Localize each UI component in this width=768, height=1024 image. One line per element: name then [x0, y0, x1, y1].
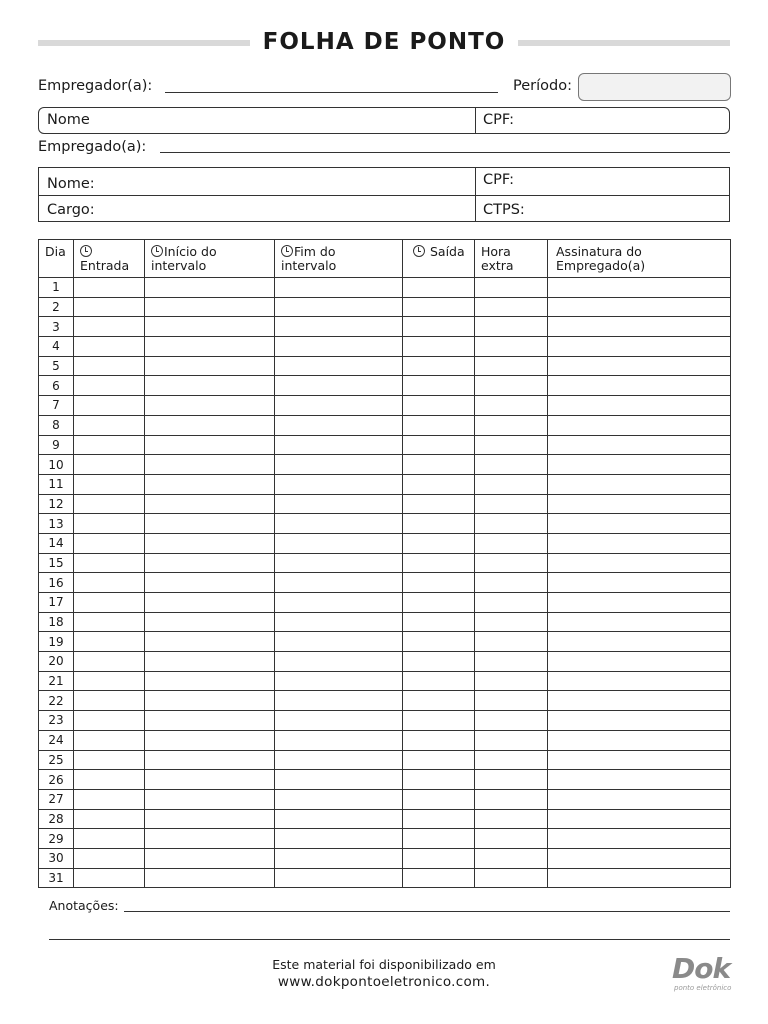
entry-cell[interactable] — [74, 750, 145, 770]
overtime-cell[interactable] — [475, 632, 548, 652]
day-cell: 27 — [39, 789, 74, 809]
header-signature — [548, 240, 731, 278]
break-end-cell[interactable] — [275, 652, 403, 672]
signature-cell[interactable] — [548, 278, 731, 298]
overtime-cell[interactable] — [475, 317, 548, 337]
table-row — [39, 829, 731, 849]
overtime-cell[interactable] — [475, 573, 548, 593]
timesheet-table — [38, 239, 731, 888]
entry-cell[interactable] — [74, 789, 145, 809]
signature-cell[interactable] — [548, 593, 731, 613]
overtime-cell[interactable] — [475, 376, 548, 396]
signature-cell[interactable] — [548, 474, 731, 494]
break-start-cell[interactable] — [145, 691, 275, 711]
table-row — [39, 514, 731, 534]
table-row — [39, 593, 731, 613]
signature-cell[interactable] — [548, 652, 731, 672]
break-end-cell[interactable] — [275, 474, 403, 494]
overtime-cell[interactable] — [475, 533, 548, 553]
break-end-cell[interactable] — [275, 297, 403, 317]
notes-field-1[interactable] — [124, 911, 730, 912]
exit-cell[interactable] — [403, 455, 475, 475]
overtime-cell[interactable] — [475, 848, 548, 868]
break-end-cell[interactable] — [275, 632, 403, 652]
overtime-cell[interactable] — [475, 691, 548, 711]
exit-cell[interactable] — [403, 297, 475, 317]
day-cell: 14 — [39, 533, 74, 553]
table-row — [39, 494, 731, 514]
header-overtime — [475, 240, 548, 278]
signature-cell[interactable] — [548, 396, 731, 416]
title-rule-left — [38, 40, 260, 46]
overtime-cell[interactable] — [475, 671, 548, 691]
exit-cell[interactable] — [403, 652, 475, 672]
table-row — [39, 671, 731, 691]
day-cell: 16 — [39, 573, 74, 593]
table-row — [39, 376, 731, 396]
day-cell: 6 — [39, 376, 74, 396]
break-end-cell[interactable] — [275, 750, 403, 770]
entry-cell[interactable] — [74, 711, 145, 731]
day-cell: 11 — [39, 474, 74, 494]
employer-field[interactable] — [165, 92, 498, 93]
day-cell: 20 — [39, 652, 74, 672]
exit-cell[interactable] — [403, 671, 475, 691]
break-end-cell[interactable] — [275, 612, 403, 632]
exit-cell[interactable] — [403, 356, 475, 376]
overtime-cell[interactable] — [475, 750, 548, 770]
table-row — [39, 770, 731, 790]
break-end-cell[interactable] — [275, 455, 403, 475]
employer-label: Empregador(a): — [38, 78, 153, 94]
overtime-cell[interactable] — [475, 396, 548, 416]
brand-logo: Dok — [672, 952, 731, 985]
employer-name-label: Nome — [47, 112, 90, 128]
break-end-cell[interactable] — [275, 494, 403, 514]
table-row — [39, 809, 731, 829]
exit-cell[interactable] — [403, 376, 475, 396]
break-start-cell[interactable] — [145, 848, 275, 868]
employee-name-label: Nome: — [47, 176, 95, 192]
entry-cell[interactable] — [74, 671, 145, 691]
day-cell: 21 — [39, 671, 74, 691]
break-end-cell[interactable] — [275, 376, 403, 396]
entry-cell[interactable] — [74, 730, 145, 750]
day-cell: 23 — [39, 711, 74, 731]
entry-cell[interactable] — [74, 297, 145, 317]
break-end-cell[interactable] — [275, 868, 403, 888]
day-cell: 18 — [39, 612, 74, 632]
entry-cell[interactable] — [74, 435, 145, 455]
table-row — [39, 691, 731, 711]
break-start-cell[interactable] — [145, 809, 275, 829]
header-day — [39, 240, 74, 278]
exit-cell[interactable] — [403, 435, 475, 455]
overtime-cell[interactable] — [475, 730, 548, 750]
entry-cell[interactable] — [74, 573, 145, 593]
table-row — [39, 789, 731, 809]
day-cell: 31 — [39, 868, 74, 888]
day-cell: 1 — [39, 278, 74, 298]
table-row — [39, 396, 731, 416]
break-end-cell[interactable] — [275, 711, 403, 731]
table-row — [39, 632, 731, 652]
break-start-cell[interactable] — [145, 829, 275, 849]
notes-field-2[interactable] — [49, 939, 730, 940]
period-label: Período: — [513, 78, 572, 94]
entry-cell[interactable] — [74, 691, 145, 711]
overtime-cell[interactable] — [475, 868, 548, 888]
signature-cell[interactable] — [548, 770, 731, 790]
entry-cell[interactable] — [74, 632, 145, 652]
break-start-cell[interactable] — [145, 415, 275, 435]
day-cell: 29 — [39, 829, 74, 849]
day-cell: 30 — [39, 848, 74, 868]
day-cell: 3 — [39, 317, 74, 337]
exit-cell[interactable] — [403, 868, 475, 888]
break-end-cell[interactable] — [275, 396, 403, 416]
signature-cell[interactable] — [548, 573, 731, 593]
break-start-cell[interactable] — [145, 730, 275, 750]
exit-cell[interactable] — [403, 750, 475, 770]
break-start-cell[interactable] — [145, 376, 275, 396]
signature-cell[interactable] — [548, 868, 731, 888]
overtime-cell[interactable] — [475, 593, 548, 613]
header-break-end-label-1: Fim do — [294, 244, 336, 259]
overtime-cell[interactable] — [475, 278, 548, 298]
day-cell: 12 — [39, 494, 74, 514]
overtime-cell[interactable] — [475, 297, 548, 317]
employer-details-divider — [475, 108, 476, 133]
entry-cell[interactable] — [74, 415, 145, 435]
break-start-cell[interactable] — [145, 593, 275, 613]
signature-cell[interactable] — [548, 691, 731, 711]
entry-cell[interactable] — [74, 868, 145, 888]
header-signature-label-2: Empregado(a) — [556, 258, 646, 273]
break-start-cell[interactable] — [145, 770, 275, 790]
entry-cell[interactable] — [74, 337, 145, 357]
table-row — [39, 553, 731, 573]
entry-cell[interactable] — [74, 829, 145, 849]
entry-cell[interactable] — [74, 278, 145, 298]
signature-cell[interactable] — [548, 337, 731, 357]
exit-cell[interactable] — [403, 553, 475, 573]
entry-cell[interactable] — [74, 612, 145, 632]
exit-cell[interactable] — [403, 593, 475, 613]
break-start-cell[interactable] — [145, 612, 275, 632]
employer-cpf-label: CPF: — [483, 112, 514, 128]
entry-cell[interactable] — [74, 356, 145, 376]
signature-cell[interactable] — [548, 514, 731, 534]
exit-cell[interactable] — [403, 573, 475, 593]
employee-cpf-label: CPF: — [483, 172, 514, 188]
signature-cell[interactable] — [548, 455, 731, 475]
timesheet-header-row — [39, 240, 731, 278]
break-start-cell[interactable] — [145, 435, 275, 455]
entry-cell[interactable] — [74, 770, 145, 790]
table-row — [39, 455, 731, 475]
break-end-cell[interactable] — [275, 730, 403, 750]
signature-cell[interactable] — [548, 848, 731, 868]
entry-cell[interactable] — [74, 553, 145, 573]
header-overtime-label-2: extra — [481, 258, 514, 273]
header-break-end — [275, 240, 403, 278]
break-start-cell[interactable] — [145, 455, 275, 475]
exit-cell[interactable] — [403, 711, 475, 731]
signature-cell[interactable] — [548, 809, 731, 829]
break-end-cell[interactable] — [275, 278, 403, 298]
header-break-start-label-1: Início do — [164, 244, 217, 259]
day-cell: 22 — [39, 691, 74, 711]
signature-cell[interactable] — [548, 711, 731, 731]
clock-icon — [80, 245, 92, 257]
break-start-cell[interactable] — [145, 573, 275, 593]
day-cell: 5 — [39, 356, 74, 376]
exit-cell[interactable] — [403, 612, 475, 632]
table-row — [39, 652, 731, 672]
signature-cell[interactable] — [548, 297, 731, 317]
day-cell: 25 — [39, 750, 74, 770]
break-start-cell[interactable] — [145, 317, 275, 337]
header-exit — [403, 240, 475, 278]
break-end-cell[interactable] — [275, 789, 403, 809]
break-end-cell[interactable] — [275, 573, 403, 593]
overtime-cell[interactable] — [475, 514, 548, 534]
title-rule-right — [508, 40, 730, 46]
signature-cell[interactable] — [548, 553, 731, 573]
clock-icon — [151, 245, 163, 257]
break-start-cell[interactable] — [145, 356, 275, 376]
break-end-cell[interactable] — [275, 809, 403, 829]
break-start-cell[interactable] — [145, 514, 275, 534]
break-end-cell[interactable] — [275, 415, 403, 435]
overtime-cell[interactable] — [475, 435, 548, 455]
day-cell: 8 — [39, 415, 74, 435]
overtime-cell[interactable] — [475, 612, 548, 632]
overtime-cell[interactable] — [475, 711, 548, 731]
header-break-start-label-2: intervalo — [151, 258, 207, 273]
day-cell: 4 — [39, 337, 74, 357]
entry-cell[interactable] — [74, 317, 145, 337]
break-start-cell[interactable] — [145, 868, 275, 888]
day-cell: 15 — [39, 553, 74, 573]
overtime-cell[interactable] — [475, 455, 548, 475]
table-row — [39, 415, 731, 435]
exit-cell[interactable] — [403, 632, 475, 652]
table-row — [39, 337, 731, 357]
exit-cell[interactable] — [403, 770, 475, 790]
clock-icon — [413, 245, 425, 257]
overtime-cell[interactable] — [475, 809, 548, 829]
employee-role-label: Cargo: — [47, 202, 95, 218]
table-row — [39, 533, 731, 553]
break-start-cell[interactable] — [145, 494, 275, 514]
exit-cell[interactable] — [403, 278, 475, 298]
table-row — [39, 711, 731, 731]
overtime-cell[interactable] — [475, 652, 548, 672]
overtime-cell[interactable] — [475, 415, 548, 435]
footer-text-1: Este material foi disponibilizado em — [272, 957, 496, 972]
day-cell: 19 — [39, 632, 74, 652]
header-day-label: Dia — [45, 244, 66, 259]
header-entry — [74, 240, 145, 278]
break-end-cell[interactable] — [275, 848, 403, 868]
exit-cell[interactable] — [403, 337, 475, 357]
period-field[interactable] — [578, 73, 731, 101]
header-break-end-label-2: intervalo — [281, 258, 337, 273]
table-row — [39, 474, 731, 494]
signature-cell[interactable] — [548, 356, 731, 376]
entry-cell[interactable] — [74, 848, 145, 868]
table-row — [39, 317, 731, 337]
table-row — [39, 750, 731, 770]
day-cell: 26 — [39, 770, 74, 790]
signature-cell[interactable] — [548, 730, 731, 750]
overtime-cell[interactable] — [475, 770, 548, 790]
break-end-cell[interactable] — [275, 533, 403, 553]
signature-cell[interactable] — [548, 632, 731, 652]
break-end-cell[interactable] — [275, 514, 403, 534]
break-end-cell[interactable] — [275, 337, 403, 357]
exit-cell[interactable] — [403, 415, 475, 435]
overtime-cell[interactable] — [475, 829, 548, 849]
employee-details-box — [38, 167, 730, 222]
table-row — [39, 435, 731, 455]
signature-cell[interactable] — [548, 671, 731, 691]
entry-cell[interactable] — [74, 514, 145, 534]
header-entry-label: Entrada — [80, 258, 130, 273]
break-start-cell[interactable] — [145, 474, 275, 494]
entry-cell[interactable] — [74, 455, 145, 475]
break-end-cell[interactable] — [275, 770, 403, 790]
signature-cell[interactable] — [548, 750, 731, 770]
entry-cell[interactable] — [74, 376, 145, 396]
employee-details-hdivider — [39, 195, 729, 196]
overtime-cell[interactable] — [475, 553, 548, 573]
break-end-cell[interactable] — [275, 671, 403, 691]
break-start-cell[interactable] — [145, 533, 275, 553]
exit-cell[interactable] — [403, 317, 475, 337]
signature-cell[interactable] — [548, 533, 731, 553]
signature-cell[interactable] — [548, 494, 731, 514]
table-row — [39, 730, 731, 750]
day-cell: 24 — [39, 730, 74, 750]
exit-cell[interactable] — [403, 848, 475, 868]
signature-cell[interactable] — [548, 376, 731, 396]
break-end-cell[interactable] — [275, 356, 403, 376]
day-cell: 7 — [39, 396, 74, 416]
exit-cell[interactable] — [403, 829, 475, 849]
employee-label: Empregado(a): — [38, 139, 147, 155]
exit-cell[interactable] — [403, 514, 475, 534]
break-end-cell[interactable] — [275, 593, 403, 613]
exit-cell[interactable] — [403, 474, 475, 494]
table-row — [39, 356, 731, 376]
table-row — [39, 297, 731, 317]
break-start-cell[interactable] — [145, 337, 275, 357]
break-end-cell[interactable] — [275, 435, 403, 455]
day-cell: 17 — [39, 593, 74, 613]
day-cell: 13 — [39, 514, 74, 534]
header-exit-label: Saída — [429, 244, 465, 259]
exit-cell[interactable] — [403, 533, 475, 553]
day-cell: 9 — [39, 435, 74, 455]
break-start-cell[interactable] — [145, 711, 275, 731]
entry-cell[interactable] — [74, 809, 145, 829]
clock-icon — [281, 245, 293, 257]
table-row — [39, 278, 731, 298]
signature-cell[interactable] — [548, 612, 731, 632]
day-cell: 2 — [39, 297, 74, 317]
header-overtime-label-1: Hora — [481, 244, 511, 259]
exit-cell[interactable] — [403, 809, 475, 829]
break-end-cell[interactable] — [275, 317, 403, 337]
overtime-cell[interactable] — [475, 356, 548, 376]
exit-cell[interactable] — [403, 789, 475, 809]
brand-logo-subtitle: ponto eletrônico — [674, 984, 732, 992]
break-end-cell[interactable] — [275, 691, 403, 711]
overtime-cell[interactable] — [475, 789, 548, 809]
signature-cell[interactable] — [548, 435, 731, 455]
header-signature-label-1: Assinatura do — [556, 244, 642, 259]
entry-cell[interactable] — [74, 396, 145, 416]
break-start-cell[interactable] — [145, 671, 275, 691]
exit-cell[interactable] — [403, 691, 475, 711]
header-break-start — [145, 240, 275, 278]
entry-cell[interactable] — [74, 652, 145, 672]
exit-cell[interactable] — [403, 494, 475, 514]
break-end-cell[interactable] — [275, 553, 403, 573]
exit-cell[interactable] — [403, 730, 475, 750]
signature-cell[interactable] — [548, 789, 731, 809]
signature-cell[interactable] — [548, 317, 731, 337]
table-row — [39, 868, 731, 888]
overtime-cell[interactable] — [475, 337, 548, 357]
entry-cell[interactable] — [74, 474, 145, 494]
break-start-cell[interactable] — [145, 632, 275, 652]
break-start-cell[interactable] — [145, 297, 275, 317]
page-title: FOLHA DE PONTO — [250, 26, 518, 58]
break-end-cell[interactable] — [275, 829, 403, 849]
exit-cell[interactable] — [403, 396, 475, 416]
notes-label: Anotações: — [49, 898, 119, 913]
break-start-cell[interactable] — [145, 750, 275, 770]
footer-text-2: www.dokpontoeletronico.com. — [277, 974, 491, 990]
overtime-cell[interactable] — [475, 494, 548, 514]
break-start-cell[interactable] — [145, 278, 275, 298]
signature-cell[interactable] — [548, 415, 731, 435]
signature-cell[interactable] — [548, 829, 731, 849]
table-row — [39, 612, 731, 632]
break-start-cell[interactable] — [145, 789, 275, 809]
table-row — [39, 573, 731, 593]
employee-details-vdivider — [475, 168, 476, 221]
day-cell: 28 — [39, 809, 74, 829]
entry-cell[interactable] — [74, 593, 145, 613]
employer-details-box — [38, 107, 730, 134]
day-cell: 10 — [39, 455, 74, 475]
overtime-cell[interactable] — [475, 474, 548, 494]
entry-cell[interactable] — [74, 494, 145, 514]
break-start-cell[interactable] — [145, 553, 275, 573]
employee-field[interactable] — [160, 152, 730, 153]
employee-ctps-label: CTPS: — [483, 202, 525, 218]
table-row — [39, 848, 731, 868]
entry-cell[interactable] — [74, 533, 145, 553]
break-start-cell[interactable] — [145, 396, 275, 416]
break-start-cell[interactable] — [145, 652, 275, 672]
